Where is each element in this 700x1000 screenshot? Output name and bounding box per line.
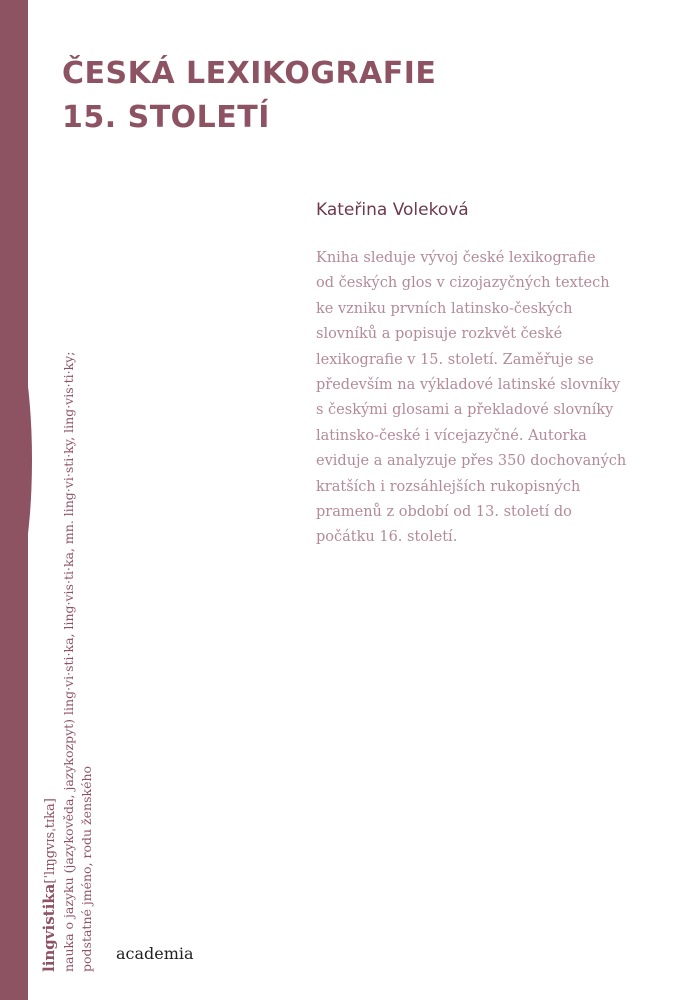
abstract-line: kratších i rozsáhlejších rukopisných — [316, 478, 581, 495]
abstract-line: především na výkladové latinské slovníky — [316, 377, 621, 394]
abstract-line: ke vzniku prvních latinsko-českých — [316, 300, 573, 317]
abstract-line: lexikografie v 15. století. Zaměřuje se — [316, 351, 594, 368]
publisher-name: academia — [116, 944, 194, 963]
dictionary-entry-line-2: nauka o jazyku (jazykověda, jazykozpyt) ling·vi·sti·ka, ling·vis·ti·ka, mn. ling·vi·sti·ky, ling·vis·ti·ky; — [61, 351, 76, 972]
abstract-line: s českými glosami a překladové slovníky — [316, 402, 614, 419]
book-abstract — [316, 246, 686, 551]
dictionary-pronunciation: [ˈlɪŋgvɪsˌtɪka] — [43, 798, 58, 884]
abstract-line: Kniha sleduje vývoj české lexikografie — [316, 250, 596, 266]
dictionary-entry — [40, 352, 96, 972]
dictionary-head-word: lingvistika — [40, 883, 58, 972]
book-author: Kateřina Voleková — [316, 200, 469, 220]
abstract-line: od českých glos v cizojazyčných textech — [316, 275, 610, 292]
abstract-line: slovníků a popisuje rozkvět české — [316, 326, 563, 343]
abstract-line: eviduje a analyzuje přes 350 dochovaných — [316, 453, 627, 470]
book-title-line-1: ČESKÁ LEXIKOGRAFIE — [62, 56, 437, 91]
dictionary-entry-line-1 — [40, 352, 60, 972]
book-title — [62, 52, 436, 140]
dictionary-entry-line-3: podstatné jméno, rodu ženského — [79, 765, 94, 972]
abstract-line: pramenů z období od 13. století do — [316, 504, 572, 521]
abstract-line: počátku 16. století. — [316, 529, 458, 546]
book-title-line-2: 15. STOLETÍ — [62, 100, 270, 135]
abstract-line: latinsko-české i vícejazyčné. Autorka — [316, 427, 587, 444]
